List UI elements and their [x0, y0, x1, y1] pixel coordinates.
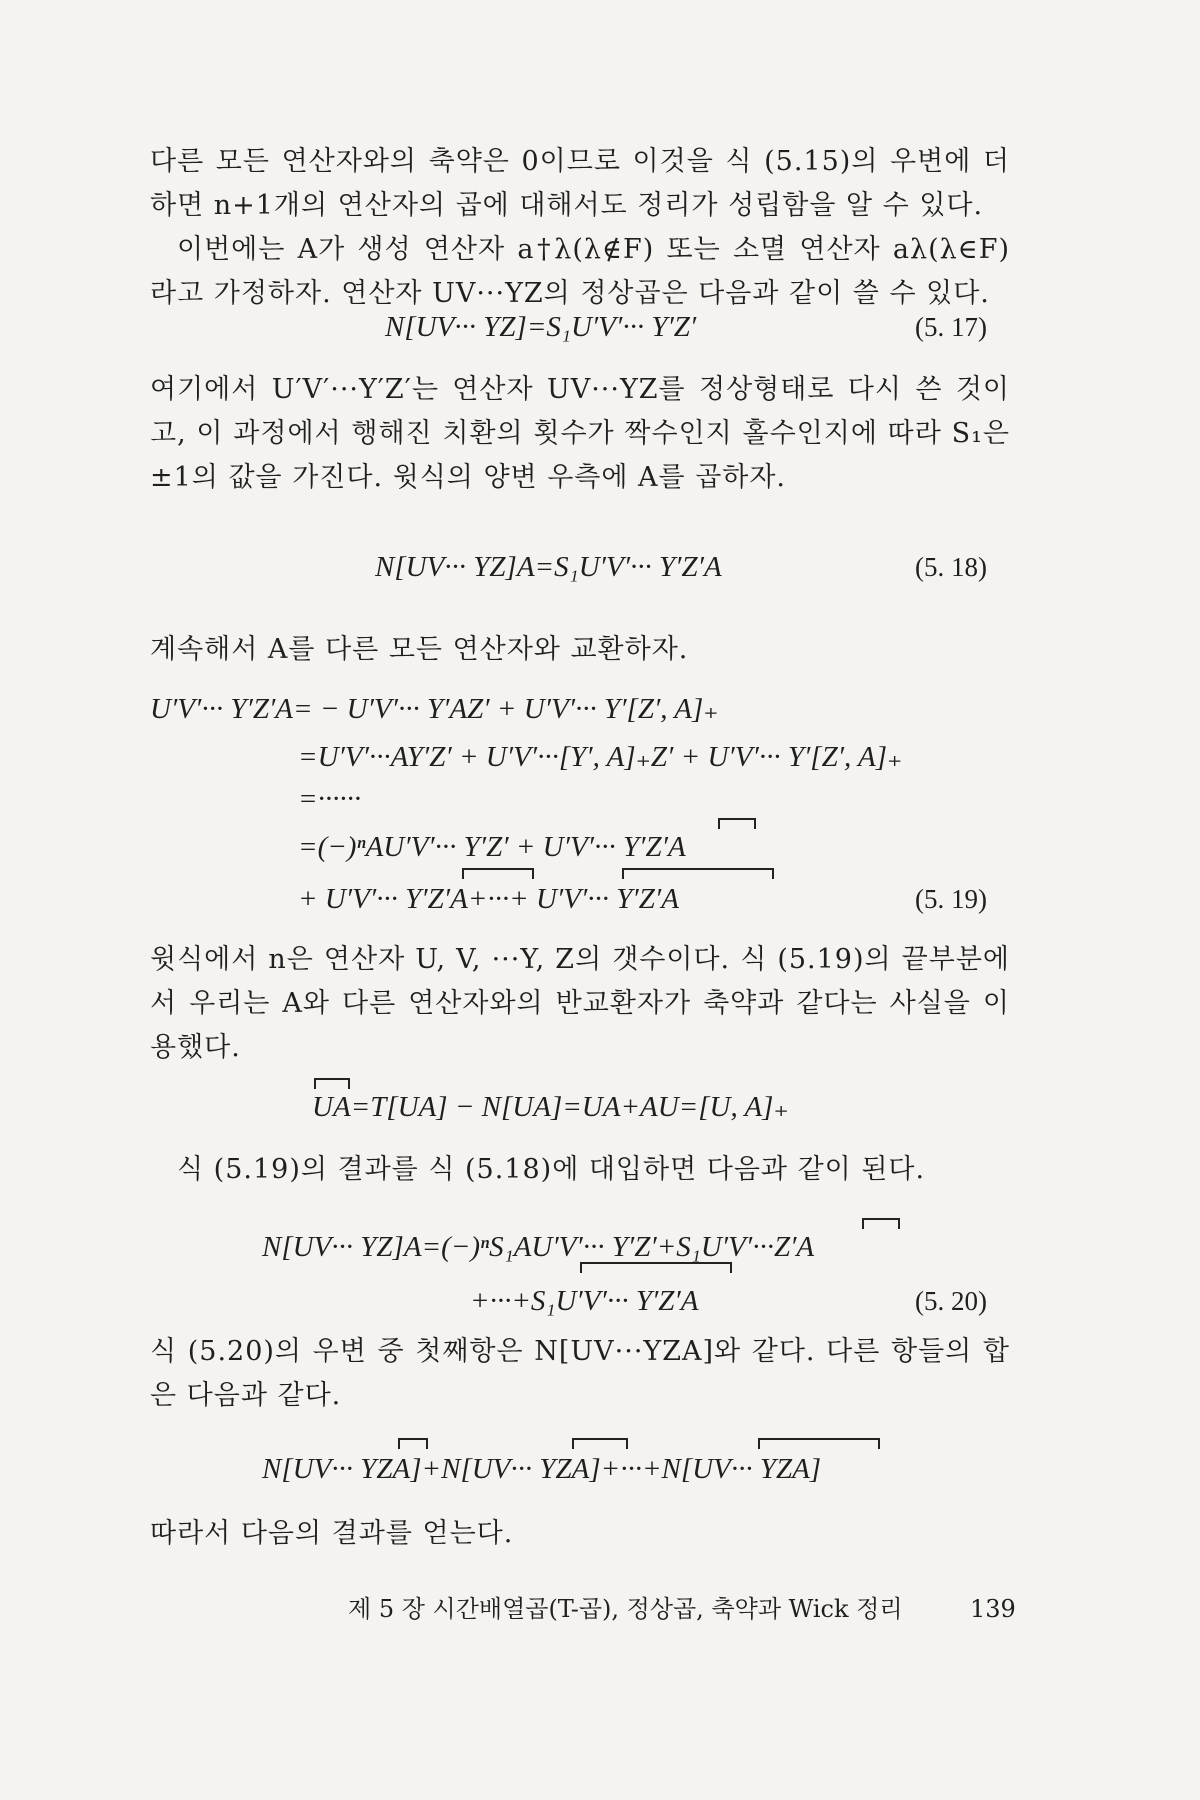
- equation-5-19-line-4: =(−)ⁿAU′V′··· Y′Z′ + U′V′··· Y′Z′A: [298, 831, 686, 863]
- equation-5-19-line-2: =U′V′···AY′Z′ + U′V′···[Y′, A]₊Z′ + U′V′··· Y′[Z′, A]₊: [298, 741, 903, 773]
- equation-number-5-17: (5. 17): [915, 312, 987, 342]
- equation-contraction-definition: UA=T[UA] − N[UA]=UA+AU=[U, A]₊: [312, 1091, 789, 1123]
- equation-5-19-line-5: + U′V′··· Y′Z′A+···+ U′V′··· Y′Z′A: [298, 883, 679, 915]
- contraction-bracket: [758, 1438, 880, 1449]
- paragraph-4: 계속해서 A를 다른 모든 연산자와 교환하자.: [150, 634, 689, 665]
- equation-number-5-20: (5. 20): [915, 1286, 987, 1316]
- equation-5-18: N[UV··· YZ]A=S₁U′V′··· Y′Z′A: [375, 551, 722, 583]
- paragraph-8: 따라서 다음의 결과를 얻는다.: [150, 1518, 514, 1549]
- contraction-bracket: [622, 868, 774, 879]
- paragraph-3: 여기에서 U′V′···Y′Z′는 연산자 UV···YZ를 정상형태로 다시 쓴 것이고, 이 과정에서 행해진 치환의 횟수가 짝수인지 홀수인지에 따라 S₁은 ±1의 값을 가진다. 윗식의 양변 우측에 A를 곱하자.: [150, 374, 1010, 493]
- paragraph-6: 식 (5.19)의 결과를 식 (5.18)에 대입하면 다음과 같이 된다.: [177, 1154, 926, 1185]
- paragraph-2: 이번에는 A가 생성 연산자 a†λ(λ∉F) 또는 소멸 연산자 aλ(λ∈F)라고 가정하자. 연산자 UV···YZ의 정상곱은 다음과 같이 쓸 수 있다.: [150, 234, 1010, 309]
- contraction-bracket: [572, 1438, 628, 1449]
- paragraph-1: 다른 모든 연산자와의 축약은 0이므로 이것을 식 (5.15)의 우변에 더하면 n+1개의 연산자의 곱에 대해서도 정리가 성립함을 알 수 있다.: [150, 146, 1010, 221]
- equation-5-17: N[UV··· YZ]=S₁U′V′··· Y′Z′: [385, 311, 697, 343]
- equation-number-5-19: (5. 19): [915, 884, 987, 914]
- equation-5-20-line-2: +···+S₁U′V′··· Y′Z′A: [470, 1285, 699, 1317]
- paragraph-5: 윗식에서 n은 연산자 U, V, ···Y, Z의 갯수이다. 식 (5.19)의 끝부분에서 우리는 A와 다른 연산자와의 반교환자가 축약과 같다는 사실을 이용했다.: [150, 944, 1010, 1063]
- contraction-bracket: [580, 1262, 732, 1273]
- contraction-bracket: [862, 1218, 900, 1229]
- contraction-bracket: [462, 868, 534, 879]
- equation-5-20-line-1: N[UV··· YZ]A=(−)ⁿS₁AU′V′··· Y′Z′+S₁U′V′···Z′A: [262, 1231, 815, 1263]
- contraction-bracket: [398, 1438, 428, 1449]
- equation-sum-of-terms: N[UV··· YZA]+N[UV··· YZA]+···+N[UV··· YZA]: [262, 1453, 822, 1485]
- running-head: 제 5 장 시간배열곱(T-곱), 정상곱, 축약과 Wick 정리: [348, 1595, 903, 1623]
- page-number: 139: [970, 1595, 1016, 1623]
- equation-number-5-18: (5. 18): [915, 552, 987, 582]
- equation-5-19-line-3: =······: [298, 783, 362, 815]
- paragraph-7: 식 (5.20)의 우변 중 첫째항은 N[UV···YZA]와 같다. 다른 항들의 합은 다음과 같다.: [150, 1336, 1010, 1411]
- contraction-bracket: [314, 1078, 350, 1089]
- equation-5-19-line-1: U′V′··· Y′Z′A= − U′V′··· Y′AZ′ + U′V′··· Y′[Z′, A]₊: [150, 693, 719, 725]
- contraction-bracket: [718, 818, 756, 829]
